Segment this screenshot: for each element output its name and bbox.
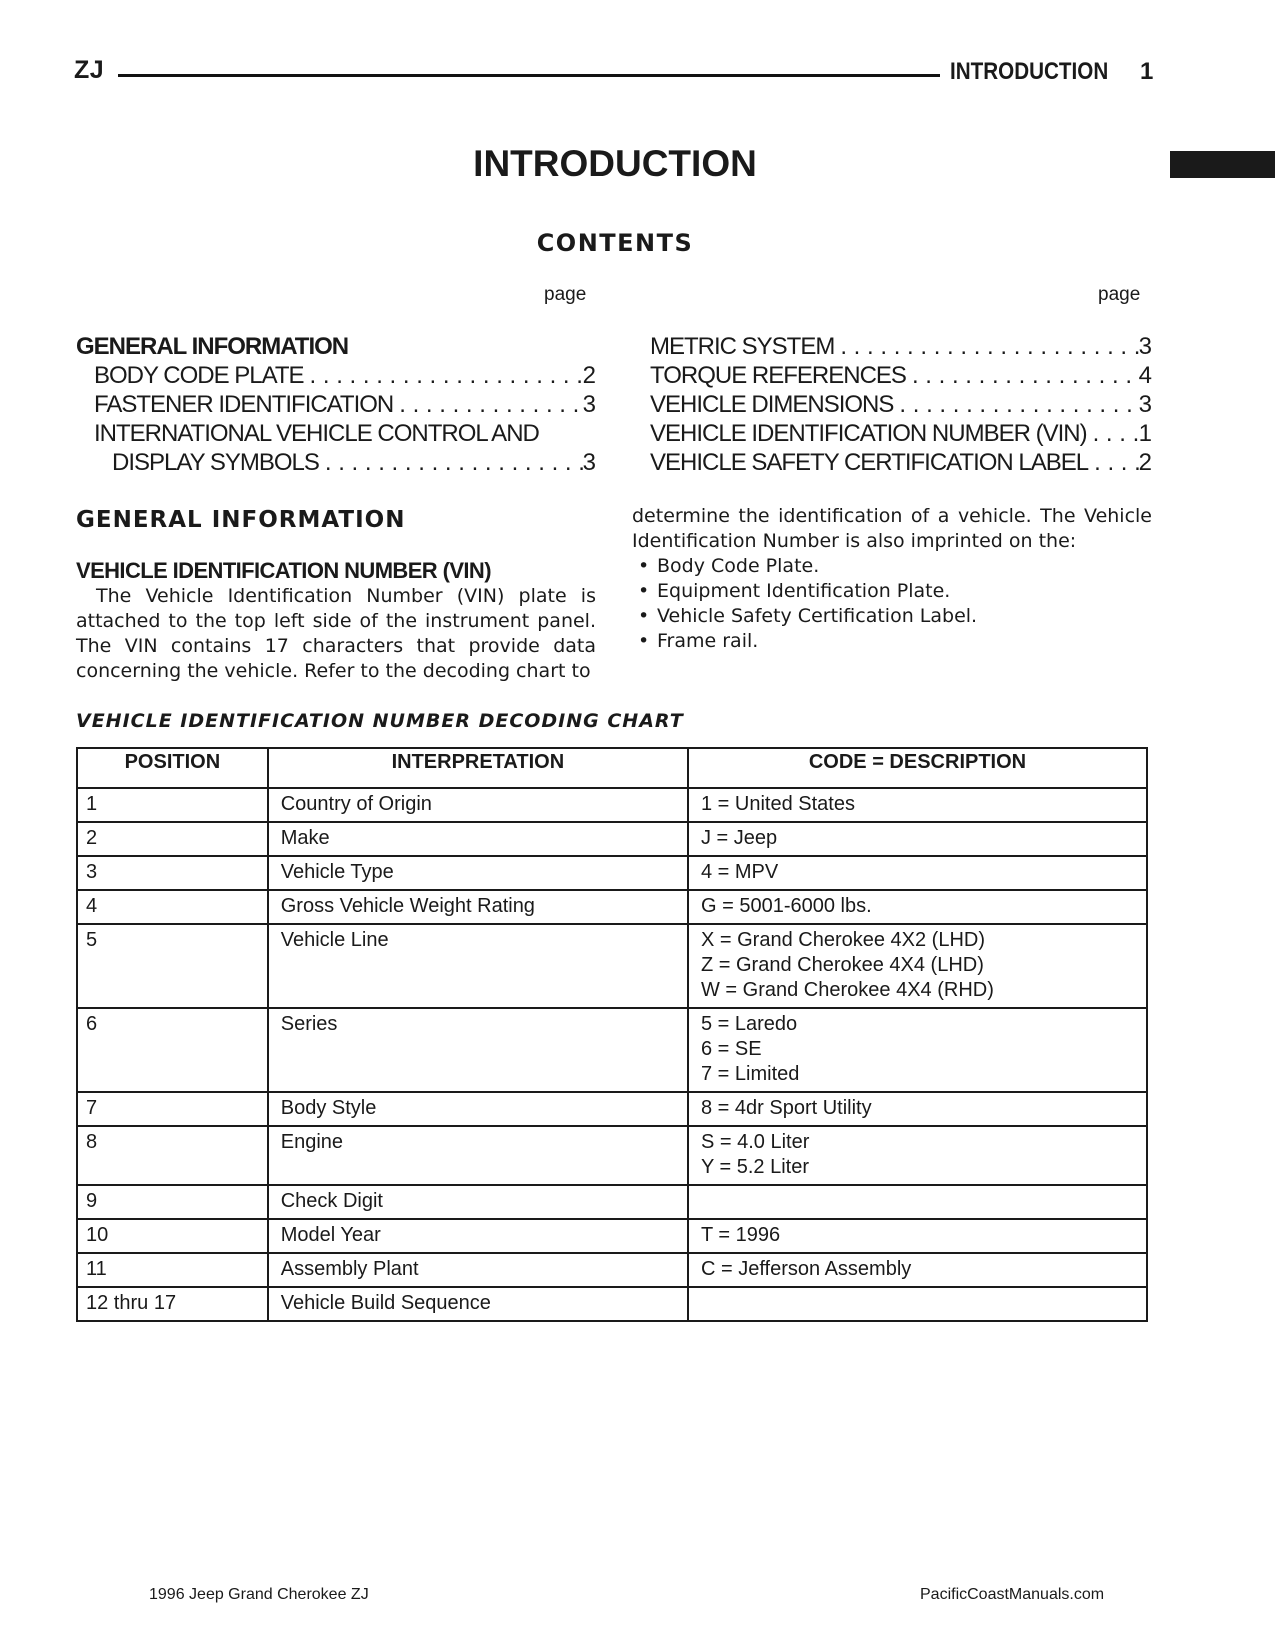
cell-code-description (688, 1219, 1147, 1253)
code-line: 4 = MPV (700, 861, 779, 883)
table-row (77, 1185, 1147, 1219)
cell-code-description (688, 1185, 1147, 1219)
toc-page-label-right: page (1098, 284, 1141, 305)
cell-interpretation: Engine (268, 1126, 688, 1185)
table-row (77, 1008, 1147, 1092)
column-header-interpretation: INTERPRETATION (268, 748, 688, 788)
table-row (77, 1219, 1147, 1253)
vin-paragraph-right-text: determine the identification of a vehicle. The Vehicle Identification Number is also imprinted on the: (632, 505, 1152, 552)
code-line: 5 = Laredo (700, 1013, 798, 1035)
cell-interpretation: Series (268, 1008, 688, 1092)
list-item: • Vehicle Safety Certification Label. (632, 604, 1152, 629)
toc-leader (906, 361, 1139, 390)
cell-position: 9 (77, 1185, 268, 1219)
column-header-code: CODE = DESCRIPTION (688, 748, 1147, 788)
chart-title: VEHICLE IDENTIFICATION NUMBER DECODING CHART (76, 710, 684, 732)
code-line: J = Jeep (700, 827, 778, 849)
toc-item[interactable] (650, 448, 1152, 477)
toc-item-page: 3 (582, 391, 596, 418)
contents-title: CONTENTS (536, 229, 694, 257)
code-line: 7 = Limited (700, 1063, 800, 1085)
toc-item-title: VEHICLE DIMENSIONS (650, 391, 894, 418)
footer-right: PacificCoastManuals.com (920, 1586, 1105, 1603)
cell-position: 4 (77, 890, 268, 924)
list-item: • Frame rail. (632, 629, 1152, 654)
toc-item-title: INTERNATIONAL VEHICLE CONTROL AND (94, 420, 539, 447)
footer-left: 1996 Jeep Grand Cherokee ZJ (149, 1586, 369, 1603)
section-heading: GENERAL INFORMATION (76, 507, 406, 533)
toc-item-page: 3 (1138, 333, 1152, 360)
toc-leader (319, 448, 583, 477)
list-item: • Equipment Identification Plate. (632, 579, 1152, 604)
table-body (77, 788, 1147, 1321)
toc-item-title: TORQUE REFERENCES (650, 362, 906, 389)
page-number: 1 (1140, 58, 1154, 85)
table-row (77, 924, 1147, 1008)
toc-item[interactable] (650, 419, 1152, 448)
toc-page-label-left: page (544, 284, 587, 305)
table-row (77, 822, 1147, 856)
cell-interpretation: Vehicle Build Sequence (268, 1287, 688, 1321)
cell-position: 2 (77, 822, 268, 856)
cell-code-description (688, 822, 1147, 856)
code-line: S = 4.0 Liter (700, 1131, 810, 1153)
code-line: W = Grand Cherokee 4X4 (RHD) (700, 979, 994, 1001)
toc-item[interactable] (76, 390, 596, 419)
cell-position: 11 (77, 1253, 268, 1287)
code-line: C = Jefferson Assembly (700, 1258, 912, 1280)
toc-item-page: 4 (1138, 362, 1152, 389)
cell-interpretation: Gross Vehicle Weight Rating (268, 890, 688, 924)
toc-leader (834, 332, 1138, 361)
table-row (77, 1253, 1147, 1287)
toc-item[interactable] (650, 390, 1152, 419)
toc-item-title: FASTENER IDENTIFICATION (94, 391, 394, 418)
toc-item-page: 1 (1138, 420, 1152, 447)
code-line: T = 1996 (700, 1224, 781, 1246)
cell-interpretation: Vehicle Line (268, 924, 688, 1008)
toc-item-title: VEHICLE IDENTIFICATION NUMBER (VIN) (650, 420, 1087, 447)
vin-paragraph-right (632, 504, 1152, 654)
cell-code-description (688, 924, 1147, 1008)
toc-item-page: 2 (1138, 449, 1152, 476)
cell-position: 5 (77, 924, 268, 1008)
toc-item[interactable] (76, 448, 596, 477)
table-row (77, 856, 1147, 890)
code-line: X = Grand Cherokee 4X2 (LHD) (700, 929, 986, 951)
toc-item[interactable] (76, 419, 596, 448)
code-line: G = 5001-6000 lbs. (700, 895, 872, 917)
toc-left-column (76, 332, 596, 477)
toc-leader (1088, 448, 1139, 477)
toc-item-title: VEHICLE SAFETY CERTIFICATION LABEL (650, 449, 1089, 476)
toc-right-column (650, 332, 1152, 477)
cell-interpretation: Make (268, 822, 688, 856)
toc-item[interactable] (76, 361, 596, 390)
cell-code-description (688, 788, 1147, 822)
cell-interpretation: Check Digit (268, 1185, 688, 1219)
cell-code-description (688, 1287, 1147, 1321)
code-line: Z = Grand Cherokee 4X4 (LHD) (700, 954, 984, 976)
toc-item-page: 2 (582, 362, 596, 389)
toc-item-page: 3 (582, 449, 596, 476)
table-row (77, 1092, 1147, 1126)
cell-code-description (688, 890, 1147, 924)
vin-decoding-table (76, 747, 1148, 1322)
cell-interpretation: Model Year (268, 1219, 688, 1253)
toc-leader (893, 390, 1138, 419)
toc-item-page: 3 (1138, 391, 1152, 418)
page-title: INTRODUCTION (473, 143, 757, 184)
cell-position: 1 (77, 788, 268, 822)
vin-subheading: VEHICLE IDENTIFICATION NUMBER (VIN) (76, 558, 491, 583)
vin-paragraph-left: The Vehicle Identification Number (VIN) plate is attached to the top left side of the instrument panel. The VIN contains 17 characters that provide data concerning the vehicle. Refer to the decoding chart to (76, 585, 596, 682)
cell-code-description (688, 1126, 1147, 1185)
table-row (77, 1287, 1147, 1321)
cell-position: 12 thru 17 (77, 1287, 268, 1321)
code-line: Y = 5.2 Liter (700, 1156, 810, 1178)
cell-interpretation: Body Style (268, 1092, 688, 1126)
cell-interpretation: Country of Origin (268, 788, 688, 822)
code-line: 6 = SE (700, 1038, 762, 1060)
list-item: • Body Code Plate. (632, 554, 1152, 579)
header-rule (118, 74, 940, 77)
table-row (77, 1126, 1147, 1185)
column-header-position: POSITION (77, 748, 268, 788)
cell-interpretation: Vehicle Type (268, 856, 688, 890)
toc-item-title: DISPLAY SYMBOLS (112, 449, 319, 476)
cell-position: 3 (77, 856, 268, 890)
cell-position: 10 (77, 1219, 268, 1253)
toc-item-title: BODY CODE PLATE (94, 362, 304, 389)
toc-leader (1087, 419, 1139, 448)
cell-code-description (688, 1253, 1147, 1287)
toc-leader (393, 390, 582, 419)
cell-position: 7 (77, 1092, 268, 1126)
cell-code-description (688, 856, 1147, 890)
cell-code-description (688, 1092, 1147, 1126)
cell-code-description (688, 1008, 1147, 1092)
table-header-row (77, 748, 1147, 788)
model-code: ZJ (74, 56, 105, 84)
table-row (77, 788, 1147, 822)
cell-interpretation: Assembly Plant (268, 1253, 688, 1287)
vin-locations-list (632, 554, 1152, 654)
code-line: 8 = 4dr Sport Utility (700, 1097, 872, 1119)
toc-left-heading: GENERAL INFORMATION (76, 333, 349, 360)
toc-item[interactable] (650, 361, 1152, 390)
cell-position: 6 (77, 1008, 268, 1092)
cell-position: 8 (77, 1126, 268, 1185)
table-row (77, 890, 1147, 924)
toc-leader (304, 361, 583, 390)
toc-item-title: METRIC SYSTEM (650, 333, 835, 360)
section-name: INTRODUCTION (950, 58, 1109, 85)
toc-item[interactable] (650, 332, 1152, 361)
code-line: 1 = United States (700, 793, 855, 815)
